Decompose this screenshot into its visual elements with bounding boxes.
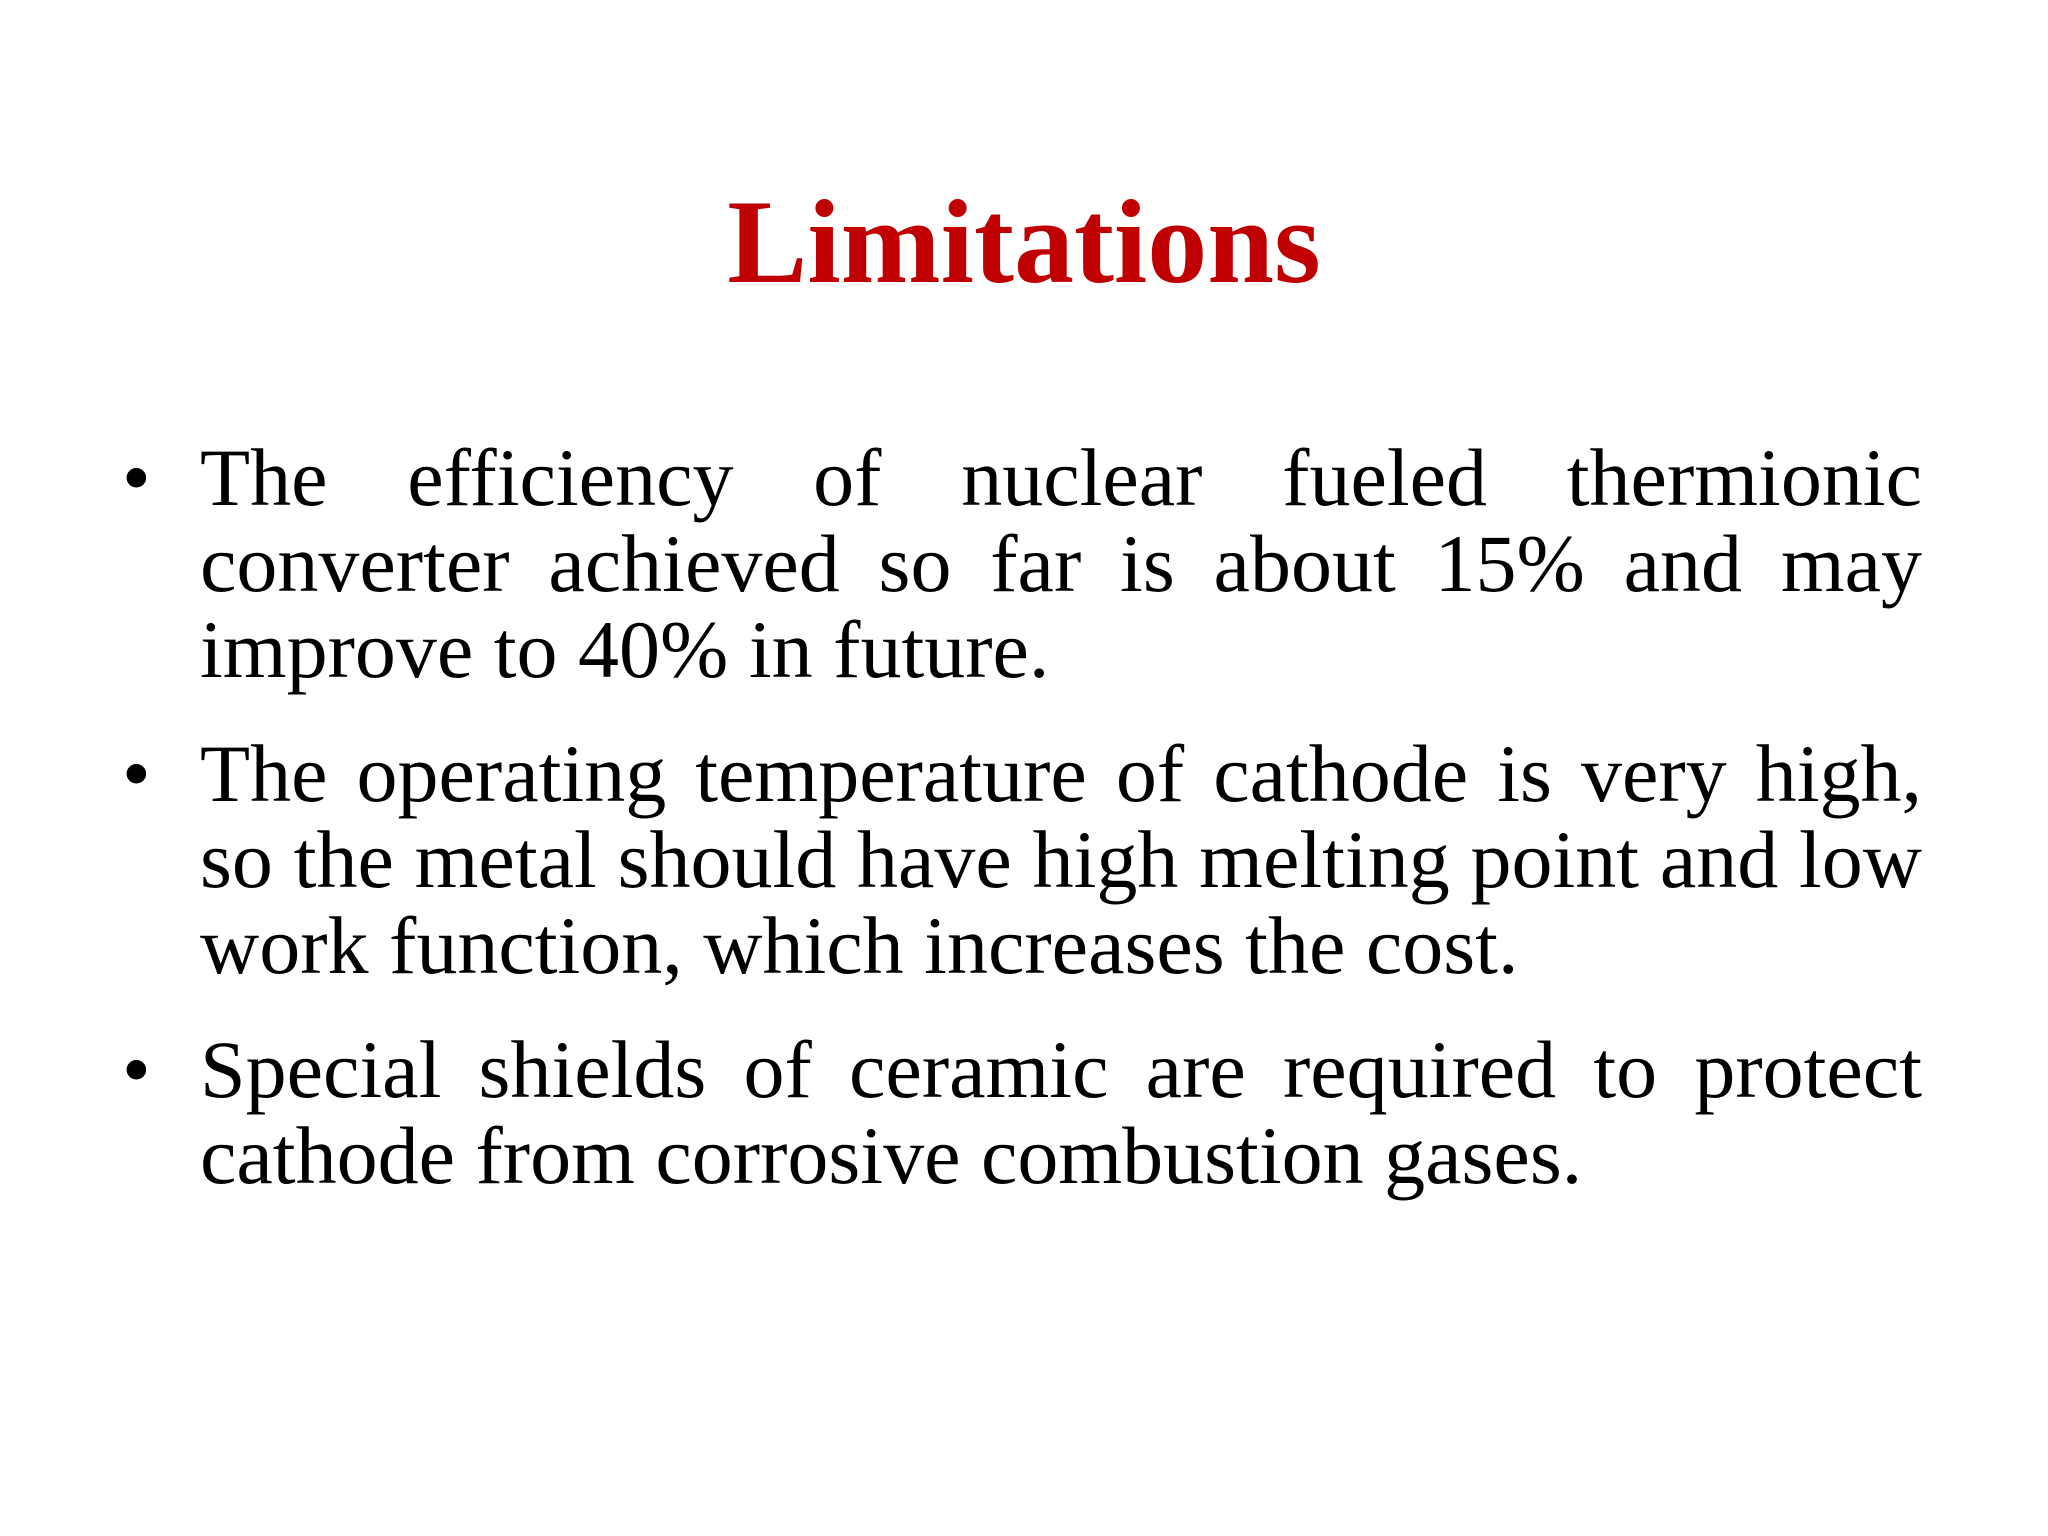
slide-title: Limitations [727, 175, 1321, 308]
bullet-text-1: The efficiency of nuclear fueled thermionic converter achieved so far is about 15% and may improve to 40% in future. [200, 432, 1922, 695]
bullet-text-2: The operating temperature of cathode is very high, so the metal should have high melting point and low work function, which increases the cost. [200, 728, 1922, 991]
bullet-item-2 [122, 728, 1922, 991]
bullet-list [122, 432, 1922, 1237]
bullet-item-1 [122, 432, 1922, 695]
bullet-icon: • [122, 432, 151, 523]
bullet-icon: • [122, 1024, 151, 1115]
bullet-icon: • [122, 728, 151, 819]
bullet-item-3 [122, 1024, 1922, 1201]
bullet-text-3: Special shields of ceramic are required to protect cathode from corrosive combustion gases. [200, 1024, 1922, 1201]
